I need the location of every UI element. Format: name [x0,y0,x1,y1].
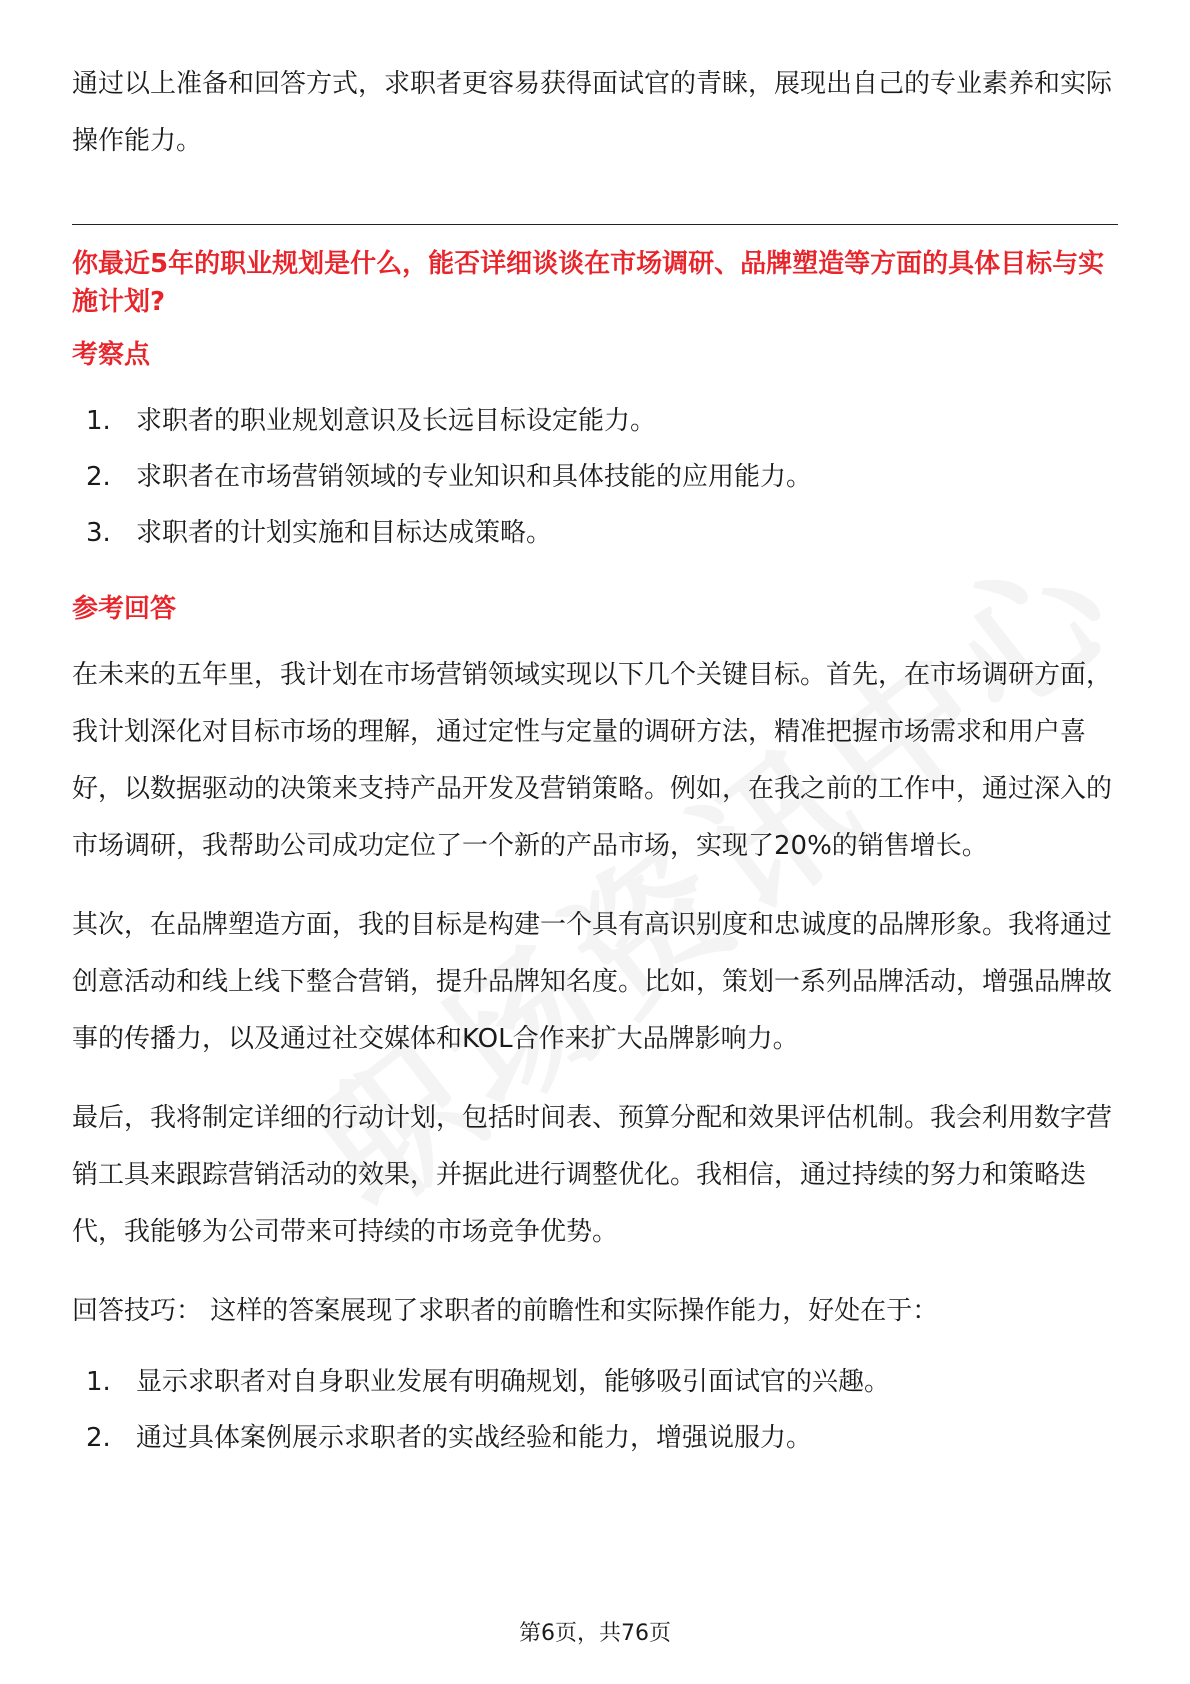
list-number: 1. [86,1367,111,1397]
list-number: 2. [86,462,111,492]
focus-heading: 考察点 [72,340,151,370]
list-item [72,1410,1118,1466]
answer-paragraph: 在未来的五年里，我计划在市场营销领域实现以下几个关键目标。首先，在市场调研方面，我计划深化对目标市场的理解，通过定性与定量的调研方法，精准把握市场需求和用户喜好，以数据驱动的决策来支持产品开发及营销策略。例如，在我之前的工作中，通过深入的市场调研，我帮助公司成功定位了一个新的产品市场，实现了20%的销售增长。 [72,660,1113,861]
list-item [72,1354,1118,1410]
section-divider [72,224,1118,225]
page-content [72,56,1118,1494]
list-number: 1. [86,406,111,436]
answer-heading: 参考回答 [72,594,177,624]
list-text: 求职者的计划实施和目标达成策略。 [136,518,553,548]
list-number: 2. [86,1423,111,1453]
answer-paragraph: 其次，在品牌塑造方面，我的目标是构建一个具有高识别度和忠诚度的品牌形象。我将通过创意活动和线上线下整合营销，提升品牌知名度。比如，策划一系列品牌活动，增强品牌故事的传播力，以及通过社交媒体和KOL合作来扩大品牌影响力。 [72,910,1113,1054]
focus-list [72,393,1118,561]
intro-paragraph: 通过以上准备和回答方式，求职者更容易获得面试官的青睐，展现出自己的专业素养和实际操作能力。 [72,69,1113,156]
tips-line: 回答技巧： 这样的答案展现了求职者的前瞻性和实际操作能力，好处在于： [72,1296,939,1326]
list-text: 通过具体案例展示求职者的实战经验和能力，增强说服力。 [136,1423,813,1453]
list-text: 求职者在市场营销领域的专业知识和具体技能的应用能力。 [136,462,813,492]
list-item [72,449,1118,505]
list-item [72,505,1118,561]
answer-paragraph: 最后，我将制定详细的行动计划，包括时间表、预算分配和效果评估机制。我会利用数字营销工具来跟踪营销活动的效果，并据此进行调整优化。我相信，通过持续的努力和策略迭代，我能够为公司带来可持续的市场竞争优势。 [72,1103,1113,1247]
list-text: 显示求职者对自身职业发展有明确规划，能够吸引面试官的兴趣。 [136,1367,891,1397]
list-item [72,393,1118,449]
list-text: 求职者的职业规划意识及长远目标设定能力。 [136,406,657,436]
tips-list [72,1354,1118,1466]
list-number: 3. [86,518,111,548]
page-footer: 第6页，共76页 [519,1621,671,1646]
question-title: 你最近5年的职业规划是什么，能否详细谈谈在市场调研、品牌塑造等方面的具体目标与实施计划? [72,249,1105,317]
